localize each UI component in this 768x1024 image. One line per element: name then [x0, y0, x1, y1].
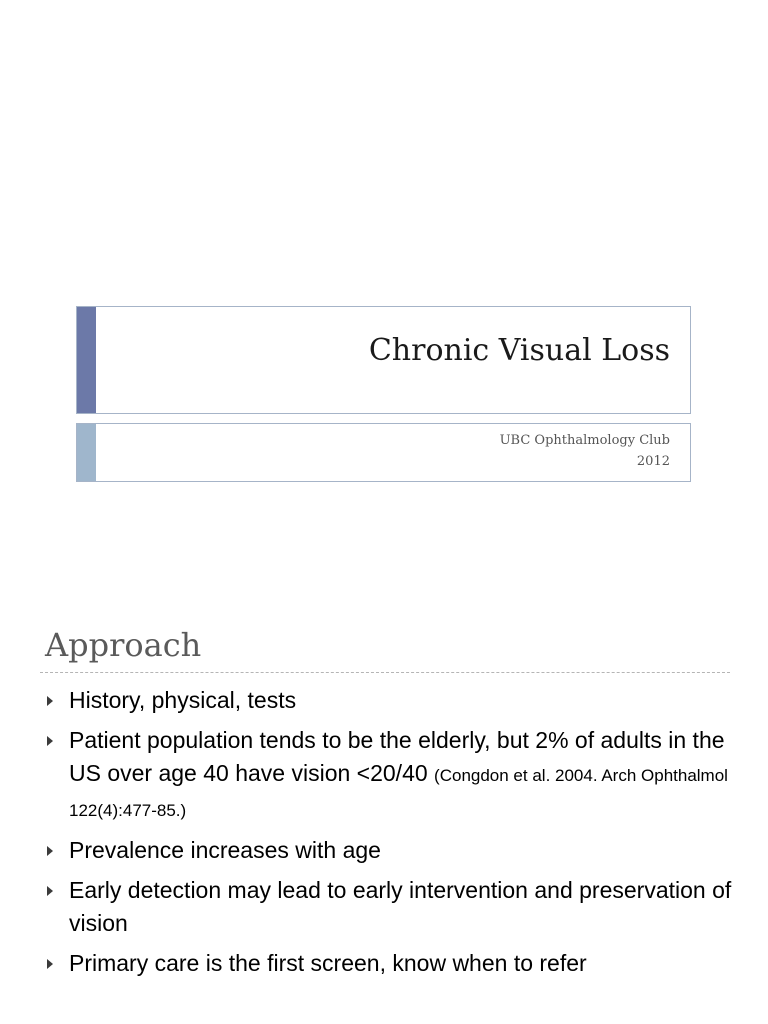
bullet-arrow-icon: [47, 886, 53, 896]
bullet-arrow-icon: [47, 959, 53, 969]
bullet-arrow-icon: [47, 696, 53, 706]
bullet-arrow-icon: [47, 736, 53, 746]
subtitle-organization: UBC Ophthalmology Club: [499, 433, 670, 448]
slide-heading: Approach: [45, 626, 202, 664]
bullet-citation: (Congdon et al. 2004. Arch Ophthalmol 122(4):477-85.): [69, 766, 728, 820]
bullet-text: Early detection may lead to early intervention and preservation of vision: [69, 877, 732, 936]
bullet-item: [45, 684, 735, 717]
title-accent-bar: [77, 307, 96, 413]
slide-title: Chronic Visual Loss: [368, 333, 670, 368]
bullet-text: History, physical, tests: [69, 687, 297, 713]
title-box: [76, 306, 691, 414]
bullet-item: [45, 947, 735, 980]
bullet-text: Patient population tends to be the elderly, but 2% of adults in the US over age 40 have vision <20/40: [69, 727, 725, 786]
subtitle-accent-bar: [77, 424, 96, 481]
bullet-item: [45, 724, 735, 827]
bullet-item: [45, 874, 735, 940]
bullet-text: Primary care is the first screen, know when to refer: [69, 950, 587, 976]
subtitle-year: 2012: [636, 454, 670, 469]
bullet-text: Prevalence increases with age: [69, 837, 381, 863]
bullet-item: [45, 834, 735, 867]
bullet-arrow-icon: [47, 846, 53, 856]
subtitle-lines: [500, 430, 670, 472]
subtitle-box: [76, 423, 691, 482]
bullet-list: [45, 684, 735, 987]
heading-divider: [40, 672, 730, 673]
